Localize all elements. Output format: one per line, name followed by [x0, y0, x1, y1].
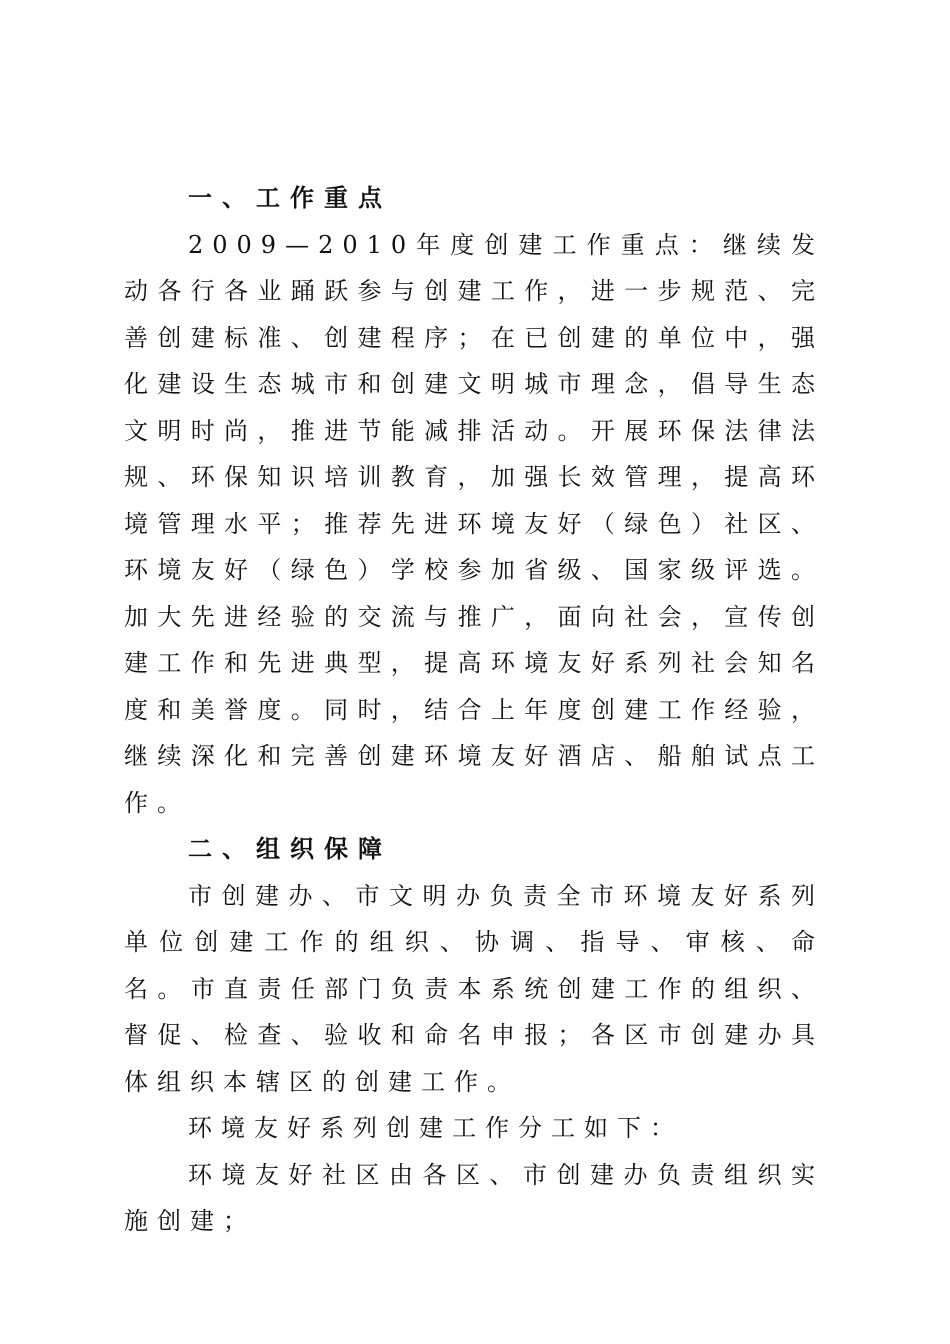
- work-focus-paragraph: 2009—2010年度创建工作重点：继续发动各行各业踊跃参与创建工作，进一步规范、完善创建标准、创建程序；在已创建的单位中，强化建设生态城市和创建文明城市理念，倡导生态文明时尚，推进节能减排活动。开展环保法律法规、环保知识培训教育，加强长效管理，提高环境管理水平；推荐先进环境友好（绿色）社区、环境友好（绿色）学校参加省级、国家级评选。加大先进经验的交流与推广，面向社会，宣传创建工作和先进典型，提高环境友好系列社会知名度和美誉度。同时，结合上年度创建工作经验，继续深化和完善创建环境友好酒店、船舶试点工作。: [124, 230, 824, 817]
- division-of-work-paragraph: 环境友好系列创建工作分工如下：: [188, 1114, 683, 1142]
- community-paragraph: 环境友好社区由各区、市创建办负责组织实施创建；: [124, 1160, 824, 1235]
- section-heading-organization: 二、组织保障: [188, 835, 392, 863]
- organization-paragraph: 市创建办、市文明办负责全市环境友好系列单位创建工作的组织、协调、指导、审核、命名。市直责任部门负责本系统创建工作的组织、督促、检查、验收和命名申报；各区市创建办具体组织本辖区的创建工作。: [124, 881, 824, 1096]
- section-heading-work-focus: 一、工作重点: [188, 184, 392, 212]
- document-body: [124, 175, 824, 1245]
